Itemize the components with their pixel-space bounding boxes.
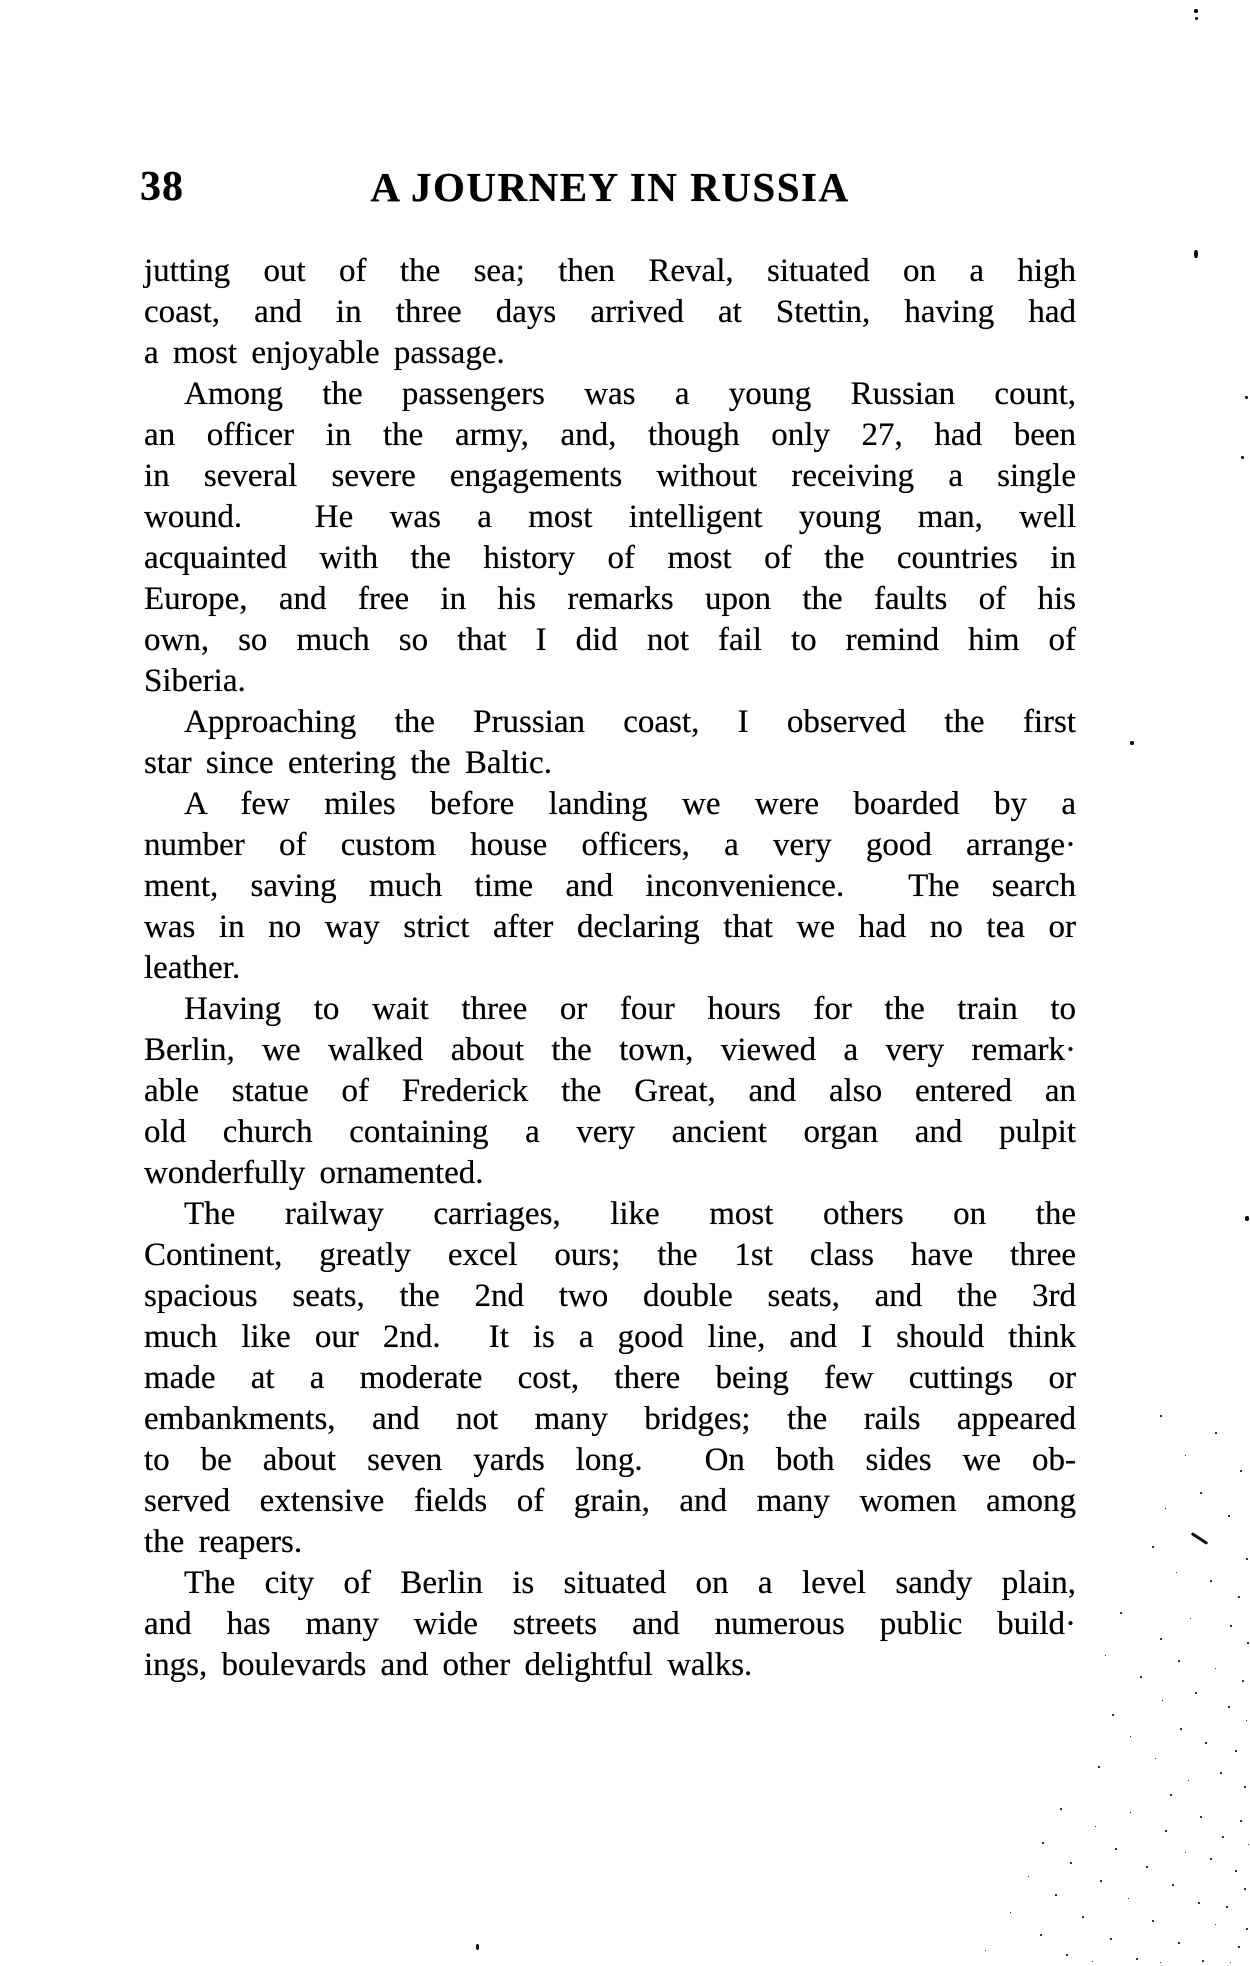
scan-speck — [1244, 1888, 1246, 1890]
text-line: wound. He was a most intelligent young man, well — [144, 499, 1076, 535]
scan-speck — [1136, 1958, 1138, 1960]
scan-speck — [1195, 1692, 1197, 1694]
scan-speck — [1160, 1415, 1162, 1417]
scan-speck — [1226, 1906, 1228, 1908]
text-line: spacious seats, the 2nd two double seats, and the 3rd — [144, 1278, 1076, 1314]
scan-speck — [1112, 1714, 1114, 1716]
scan-speck — [1194, 9, 1198, 13]
scan-speck — [1244, 1786, 1246, 1788]
scan-speck — [1230, 1962, 1231, 1963]
text-line: made at a moderate cost, there being few cuttings or — [144, 1360, 1076, 1396]
text-line: and has many wide streets and numerous public build· — [144, 1606, 1076, 1642]
text-line: a most enjoyable passage. — [144, 335, 505, 371]
scan-speck — [1146, 1866, 1148, 1868]
scan-speck — [1066, 1954, 1068, 1956]
scan-speck — [1198, 1902, 1200, 1904]
text-line: served extensive fields of grain, and many women among — [144, 1483, 1076, 1519]
scan-speck — [1235, 1870, 1237, 1872]
scan-speck — [1210, 1858, 1212, 1860]
text-line: ment, saving much time and inconvenience. The search — [144, 868, 1076, 904]
scan-speck — [1248, 1844, 1249, 1845]
scan-speck — [1152, 1920, 1154, 1922]
text-line: Siberia. — [144, 663, 246, 699]
scan-speck — [1055, 1894, 1057, 1896]
text-line: Continent, greatly excel ours; the 1st class have three — [144, 1237, 1076, 1273]
scan-speck — [1098, 1766, 1100, 1768]
text-line: the reapers. — [144, 1524, 303, 1560]
scan-speck — [1100, 1880, 1102, 1882]
text-line: embankments, and not many bridges; the rails appeared — [144, 1401, 1076, 1437]
page-text — [144, 251, 1076, 1686]
scan-speck — [1246, 1720, 1247, 1721]
scan-speck — [476, 1944, 479, 1950]
page-header — [140, 163, 1076, 210]
scan-speck — [1010, 1912, 1011, 1913]
scan-speck — [1238, 1946, 1240, 1948]
text-line: The railway carriages, like most others on the — [184, 1196, 1076, 1232]
scan-speck — [1238, 1596, 1240, 1598]
text-line: leather. — [144, 950, 241, 986]
text-line: old church containing a very ancient organ and pulpit — [144, 1114, 1076, 1150]
scan-speck — [1170, 1794, 1172, 1796]
text-line: was in no way strict after declaring that we had no tea or — [144, 909, 1076, 945]
scan-speck — [1180, 1728, 1182, 1730]
text-line: The city of Berlin is situated on a level sandy plain, — [184, 1565, 1076, 1601]
scan-speck — [1222, 1836, 1224, 1838]
scan-speck — [1130, 741, 1134, 745]
text-line: own, so much so that I did not fail to remind him of — [144, 622, 1076, 658]
scan-speck — [1240, 1820, 1242, 1822]
text-line: Berlin, we walked about the town, viewed a very remark· — [144, 1032, 1076, 1068]
scan-speck — [1220, 1772, 1222, 1774]
text-line: star since entering the Baltic. — [144, 745, 552, 781]
scan-scratch-mark — [1191, 1532, 1209, 1545]
scan-speck — [1165, 1508, 1166, 1509]
scan-speck — [1215, 1924, 1216, 1925]
scan-speck — [1115, 1848, 1117, 1850]
scan-speck — [1215, 1668, 1216, 1669]
scan-speck — [1228, 1515, 1230, 1517]
scan-speck — [1194, 250, 1198, 258]
text-line: Europe, and free in his remarks upon the faults of his — [144, 581, 1076, 617]
scan-speck — [1210, 1580, 1212, 1582]
scan-speck — [1130, 1812, 1131, 1813]
scan-speck — [1200, 1816, 1202, 1818]
scan-speck — [1155, 1758, 1156, 1759]
scan-speck — [1162, 1700, 1163, 1701]
text-line: coast, and in three days arrived at Stettin, having had — [144, 294, 1076, 330]
scan-speck — [1092, 1961, 1093, 1962]
scan-speck — [1195, 17, 1198, 20]
scan-speck — [1060, 1808, 1062, 1810]
text-line: Having to wait three or four hours for the train to — [184, 991, 1076, 1027]
text-line: acquainted with the history of most of the countries in — [144, 540, 1076, 576]
scan-speck — [1178, 1660, 1180, 1662]
text-line: in several severe engagements without receiving a single — [144, 458, 1076, 494]
text-line: A few miles before landing we were boarded by a — [184, 786, 1076, 822]
scan-speck — [1082, 1916, 1084, 1918]
text-line: number of custom house officers, a very good arrange· — [144, 827, 1076, 863]
scan-speck — [1245, 1216, 1249, 1221]
text-line: Approaching the Prussian coast, I observed the first — [184, 704, 1076, 740]
running-title: A JOURNEY IN RUSSIA — [370, 164, 850, 210]
text-line: much like our 2nd. It is a good line, and I should think — [144, 1319, 1076, 1355]
page-number: 38 — [140, 164, 184, 210]
scan-speck — [1247, 1642, 1249, 1644]
scan-speck — [1185, 1852, 1186, 1853]
scan-speck — [1202, 1960, 1204, 1962]
scan-speck — [1130, 1736, 1131, 1737]
text-line: jutting out of the sea; then Reval, situated on a high — [144, 253, 1076, 289]
scan-speck — [1245, 396, 1248, 399]
scan-speck — [985, 1950, 986, 1951]
scan-speck — [1095, 1826, 1096, 1827]
scan-speck — [1152, 1546, 1154, 1548]
scan-speck — [1165, 1830, 1167, 1832]
scan-speck — [1040, 1934, 1042, 1936]
text-line: wonderfully ornamented. — [144, 1155, 484, 1191]
text-line: able statue of Frederick the Great, and also entered an — [144, 1073, 1076, 1109]
text-line: ings, boulevards and other delightful walks. — [144, 1647, 753, 1683]
scan-speck — [1242, 1680, 1244, 1682]
scan-speck — [1240, 1470, 1242, 1472]
scan-speck — [1215, 1432, 1217, 1434]
scan-speck — [1160, 1638, 1162, 1640]
scan-speck — [1188, 1780, 1189, 1781]
scan-speck — [1241, 456, 1244, 459]
scan-speck — [1246, 1928, 1248, 1930]
scan-speck — [1230, 1625, 1232, 1627]
scan-speck — [1235, 1750, 1237, 1752]
scan-speck — [1110, 1938, 1112, 1940]
scan-speck — [1178, 1942, 1180, 1944]
scan-speck — [1160, 1962, 1161, 1963]
scan-speck — [1185, 1455, 1186, 1456]
text-line: an officer in the army, and, though only 27, had been — [144, 417, 1076, 453]
scan-speck — [1246, 1558, 1248, 1560]
scan-speck — [1070, 1862, 1072, 1864]
scan-speck — [1172, 1884, 1174, 1886]
scan-speck — [1205, 1742, 1207, 1744]
scan-speck — [1140, 1676, 1142, 1678]
scan-speck — [1228, 1706, 1230, 1708]
scan-speck — [1042, 1842, 1044, 1844]
scan-speck — [1120, 1612, 1122, 1614]
scan-speck — [1176, 1572, 1177, 1573]
scan-speck — [1190, 1618, 1191, 1619]
scan-speck — [1128, 1898, 1129, 1899]
scan-speck — [1200, 1492, 1202, 1494]
scan-speck — [1028, 1876, 1029, 1877]
scan-speck — [1105, 1655, 1106, 1656]
text-line: Among the passengers was a young Russian count, — [184, 376, 1076, 412]
text-line: to be about seven yards long. On both sides we ob- — [144, 1442, 1076, 1478]
